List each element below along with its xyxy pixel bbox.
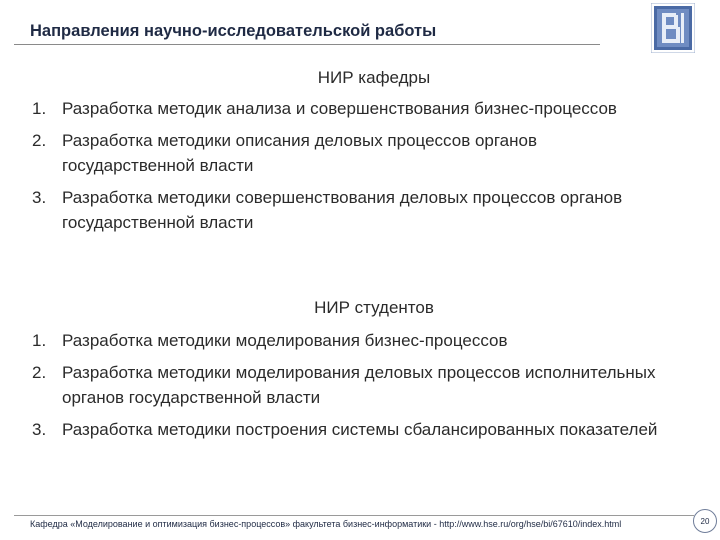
page-number-badge: 20	[693, 509, 717, 533]
department-research-list	[0, 96, 662, 242]
list-item-number: 3.	[32, 420, 47, 439]
page-title: Направления научно-исследовательской работы	[30, 22, 437, 40]
list-item-text: Разработка методик анализа и совершенствования бизнес-процессов	[62, 99, 617, 118]
section-heading-department: НИР кафедры	[317, 68, 431, 87]
list-item-number: 1.	[32, 331, 47, 350]
list-item	[0, 96, 662, 121]
list-item	[0, 185, 662, 235]
title-divider	[14, 44, 600, 45]
list-item	[0, 128, 662, 178]
list-item-text: Разработка методики описания деловых процессов органов государственной власти	[62, 131, 538, 175]
list-item-number: 2.	[32, 363, 47, 382]
list-item-text: Разработка методики моделирования бизнес-процессов	[62, 331, 508, 350]
list-item-text: Разработка методики моделирования деловых процессов исполнительных органов государственной власти	[62, 363, 656, 407]
list-item-number: 2.	[32, 131, 47, 150]
hse-logo-icon	[651, 3, 695, 53]
list-item-text: Разработка методики построения системы сбалансированных показателей	[62, 420, 658, 439]
list-item	[0, 417, 662, 442]
list-item-number: 3.	[32, 188, 47, 207]
list-item-text: Разработка методики совершенствования деловых процессов органов государственной власти	[62, 188, 623, 232]
section-heading-students: НИР студентов	[314, 298, 434, 317]
list-item	[0, 328, 662, 353]
list-item	[0, 360, 662, 410]
list-item-number: 1.	[32, 99, 47, 118]
footer-text: Кафедра «Моделирование и оптимизация бизнес-процессов» факультета бизнес-информатики - http://www.hse.ru/org/hse/bi/67610/index.html	[30, 519, 622, 529]
footer-divider	[14, 515, 694, 516]
student-research-list	[0, 328, 662, 449]
